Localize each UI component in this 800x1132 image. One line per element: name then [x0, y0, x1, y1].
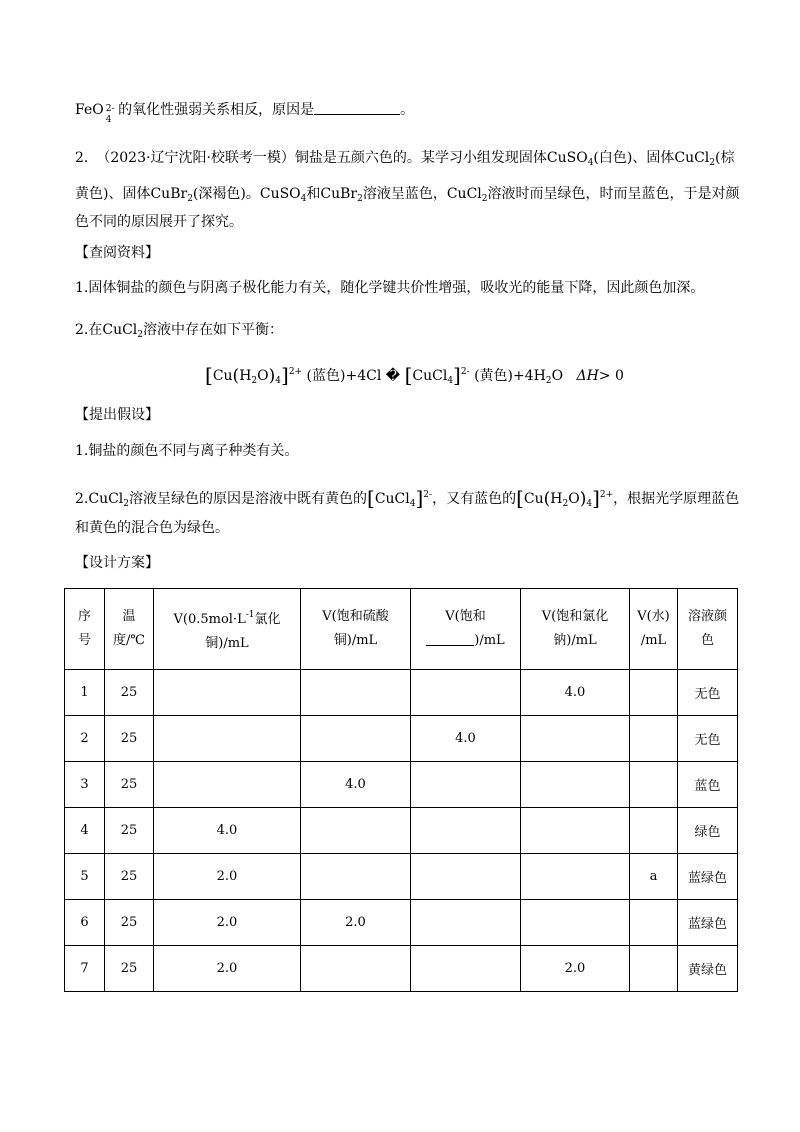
- col-header-water: V(水) /mL: [630, 589, 678, 670]
- section-design: 【设计方案】: [75, 555, 159, 571]
- table-row: [65, 716, 738, 762]
- cell-color: 无色: [678, 670, 738, 716]
- cell-color: 黄绿色: [678, 946, 738, 992]
- section-reference: 【查阅资料】: [75, 245, 159, 261]
- cell-temp: 25: [105, 808, 154, 854]
- cell-reagent: 4.0: [411, 716, 521, 762]
- cell-nacl: 2.0: [521, 946, 630, 992]
- hypothesis-2: 2.CuCl$_2$溶液呈绿色的原因是溶液中既有黄色的[CuCl$_4$]$^{2-}$，又有蓝色的$[Cu(H_2O)_4]^{2+}$，根据光学原理蓝色: [75, 486, 740, 510]
- cell-cuso4: [301, 854, 411, 900]
- cell-index: 1: [65, 670, 105, 716]
- cell-cuso4: 4.0: [301, 762, 411, 808]
- intro-text: 的氧化性强弱关系相反，原因是: [118, 102, 315, 118]
- col-header-temp: 温 度/℃: [105, 589, 154, 670]
- cell-temp: 25: [105, 716, 154, 762]
- cell-temp: 25: [105, 670, 154, 716]
- cell-index: 5: [65, 854, 105, 900]
- cell-nacl: [521, 716, 630, 762]
- cell-reagent: [411, 946, 521, 992]
- cell-reagent: [411, 762, 521, 808]
- col-header-index: 序 号: [65, 589, 105, 670]
- cell-cucl2: [154, 762, 301, 808]
- cell-nacl: [521, 762, 630, 808]
- cell-index: 4: [65, 808, 105, 854]
- cell-reagent: [411, 900, 521, 946]
- cell-nacl: 4.0: [521, 670, 630, 716]
- cell-water: [630, 670, 678, 716]
- cell-water: [630, 900, 678, 946]
- hypothesis-2-cont: 和黄色的混合色为绿色。: [75, 520, 229, 536]
- cell-cucl2: 2.0: [154, 854, 301, 900]
- cell-color: 无色: [678, 716, 738, 762]
- col-header-cuso4: V(饱和硫酸 铜)/mL: [301, 589, 411, 670]
- cell-color: 蓝色: [678, 762, 738, 808]
- cell-cucl2: [154, 670, 301, 716]
- question-source: （2023·辽宁沈阳·校联考一模）: [96, 150, 295, 166]
- cell-water: [630, 762, 678, 808]
- table-row: [65, 808, 738, 854]
- experiment-table: [64, 588, 738, 992]
- cell-cucl2: 2.0: [154, 946, 301, 992]
- cell-cuso4: [301, 946, 411, 992]
- cell-index: 7: [65, 946, 105, 992]
- col-header-blank-reagent: V(饱和 )/mL: [411, 589, 521, 670]
- cell-cuso4: [301, 670, 411, 716]
- cell-cuso4: [301, 808, 411, 854]
- intro-species: FeO: [75, 102, 104, 118]
- cell-nacl: [521, 854, 630, 900]
- answer-blank[interactable]: [314, 100, 400, 115]
- cell-reagent: [411, 808, 521, 854]
- cell-color: 蓝绿色: [678, 854, 738, 900]
- table-header-row: [65, 589, 738, 670]
- equilibrium-arrow: �: [385, 368, 401, 384]
- question-line-1: 2. （2023·辽宁沈阳·校联考一模）铜盐是五颜六色的。某学习小组发现固体CuSO$_4$(白色)、固体CuCl$_2$(棕: [75, 150, 735, 168]
- cell-cuso4: [301, 716, 411, 762]
- cell-cucl2: 2.0: [154, 900, 301, 946]
- reference-1: 1.固体铜盐的颜色与阴离子极化能力有关，随化学键共价性增强，吸收光的能量下降，因此颜色加深。: [75, 280, 705, 296]
- section-hypothesis: 【提出假设】: [75, 407, 159, 423]
- cell-color: 蓝绿色: [678, 900, 738, 946]
- cell-index: 6: [65, 900, 105, 946]
- cell-temp: 25: [105, 854, 154, 900]
- cell-cucl2: 4.0: [154, 808, 301, 854]
- reference-2: 2.在CuCl$_2$溶液中存在如下平衡：: [75, 322, 284, 340]
- table-row: [65, 854, 738, 900]
- cell-temp: 25: [105, 900, 154, 946]
- cell-water: a: [630, 854, 678, 900]
- cell-reagent: [411, 670, 521, 716]
- table-row: [65, 946, 738, 992]
- cell-temp: 25: [105, 762, 154, 808]
- question-line-3: 色不同的原因展开了探究。: [75, 214, 243, 230]
- cell-water: [630, 808, 678, 854]
- intro-line: FeO 2- 4 的氧化性强弱关系相反，原因是 。: [75, 102, 415, 125]
- cell-reagent: [411, 854, 521, 900]
- question-line-2: 黄色)、固体CuBr$_2$(深褐色)。CuSO$_4$和CuBr$_2$溶液呈蓝色，CuCl$_2$溶液时而呈绿色，时而呈蓝色，于是对颜: [75, 186, 740, 204]
- cell-index: 2: [65, 716, 105, 762]
- cell-index: 3: [65, 762, 105, 808]
- table-row: [65, 900, 738, 946]
- equilibrium-equation: $[Cu(H_2O)_4]^{2+}$ (蓝色)+4Cl � [CuCl$_4$]$^{2-}$ (黄色)$+4H_2O$ ΔH> 0: [205, 363, 624, 387]
- col-header-color: 溶液颜 色: [678, 589, 738, 670]
- cell-nacl: [521, 900, 630, 946]
- table-row: [65, 670, 738, 716]
- cell-water: [630, 716, 678, 762]
- cell-cuso4: 2.0: [301, 900, 411, 946]
- cell-temp: 25: [105, 946, 154, 992]
- col-header-nacl: V(饱和氯化 钠)/mL: [521, 589, 630, 670]
- col-header-cucl2: $V(0.5mol\cdot L^{-1}$氯化 铜)/mL: [154, 589, 301, 670]
- reagent-blank[interactable]: [426, 631, 474, 646]
- cell-water: [630, 946, 678, 992]
- cell-color: 绿色: [678, 808, 738, 854]
- cell-cucl2: [154, 716, 301, 762]
- hypothesis-1: 1.铜盐的颜色不同与离子种类有关。: [75, 443, 299, 459]
- table-row: [65, 762, 738, 808]
- cell-nacl: [521, 808, 630, 854]
